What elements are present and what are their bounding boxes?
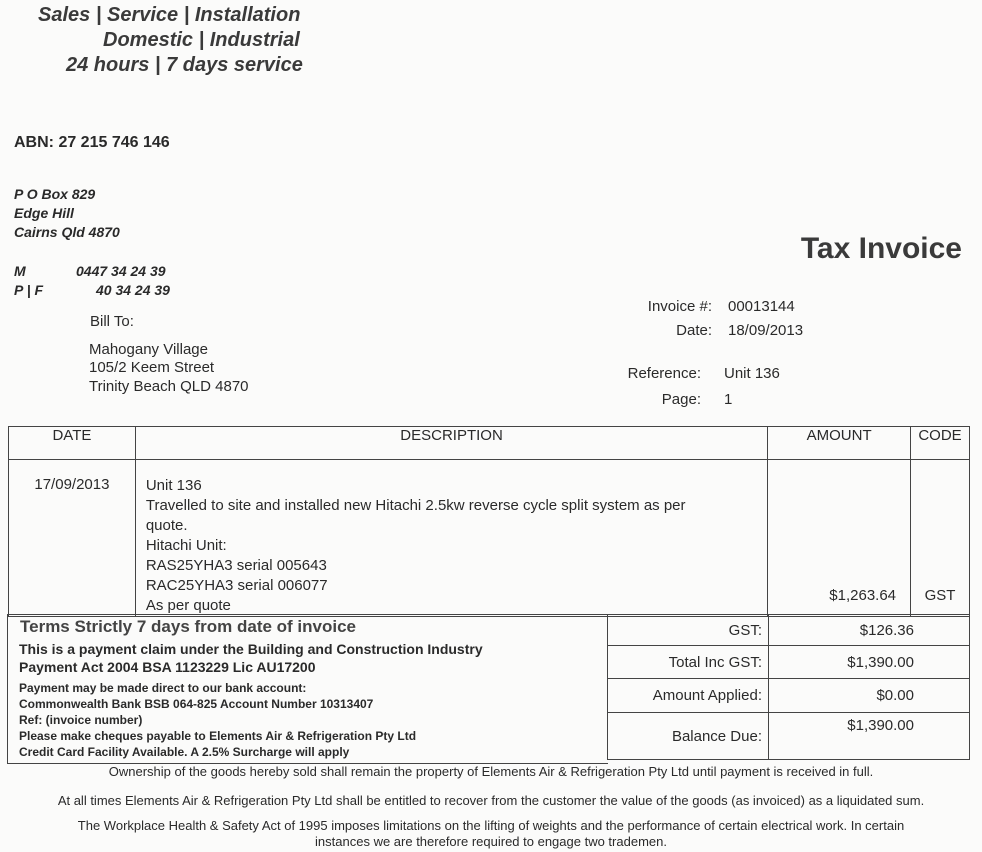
document-title: Tax Invoice bbox=[800, 232, 962, 265]
payment-claim-line-1: This is a payment claim under the Building and Construction Industry bbox=[19, 641, 483, 657]
description-line: Hitachi Unit: bbox=[145, 537, 227, 554]
totals-table bbox=[607, 614, 970, 760]
invoice-number-label: Invoice #: bbox=[647, 298, 712, 315]
bank-info-line: Ref: (invoice number) bbox=[19, 713, 143, 727]
totals-row-total-inc-gst bbox=[608, 646, 970, 679]
amount-applied-label: Amount Applied: bbox=[608, 679, 769, 713]
reference-label: Reference: bbox=[627, 365, 701, 382]
header-date: DATE bbox=[9, 427, 136, 460]
totals-row-balance-due bbox=[608, 713, 970, 760]
reference-value: Unit 136 bbox=[724, 365, 780, 382]
footer-whs-note-line-2: instances we are therefore required to engage two trademen. bbox=[315, 834, 667, 849]
invoice-date: 18/09/2013 bbox=[728, 322, 804, 339]
payment-claim-line-2: Payment Act 2004 BSA 1123229 Lic AU17200 bbox=[19, 659, 316, 675]
address-line-3: Cairns Qld 4870 bbox=[14, 224, 120, 240]
header-code: CODE bbox=[911, 427, 970, 460]
bank-info-line: Commonwealth Bank BSB 064-825 Account Number 10313407 bbox=[19, 697, 374, 711]
address-line-1: P O Box 829 bbox=[14, 186, 96, 202]
footer-recovery-note: At all times Elements Air & Refrigeration Pty Ltd shall be entitled to recover from the customer the value of the goods (as invoiced) as a liquidated sum. bbox=[57, 793, 925, 808]
bank-info-line: Please make cheques payable to Elements Air & Refrigeration Pty Ltd bbox=[19, 729, 417, 743]
abn: ABN: 27 215 746 146 bbox=[14, 134, 170, 151]
table-row bbox=[9, 460, 970, 617]
mobile-number: 0447 34 24 39 bbox=[76, 263, 166, 279]
header-amount: AMOUNT bbox=[768, 427, 911, 460]
totals-row-amount-applied bbox=[608, 679, 970, 713]
mobile-label: M bbox=[14, 263, 26, 279]
page-number: 1 bbox=[724, 391, 733, 408]
footer-ownership-note: Ownership of the goods hereby sold shall remain the property of Elements Air & Refrigeration Pty Ltd until payment is received in full. bbox=[108, 764, 874, 779]
bill-to-line-1: Mahogany Village bbox=[89, 341, 208, 358]
tagline-line-3: 24 hours | 7 days service bbox=[66, 54, 303, 76]
total-inc-gst-value: $1,390.00 bbox=[769, 646, 970, 679]
bank-info-line: Payment may be made direct to our bank account: bbox=[19, 681, 307, 695]
row-date: 17/09/2013 bbox=[9, 460, 136, 617]
tagline-line-1: Sales | Service | Installation bbox=[38, 4, 301, 26]
footer-whs-note-line-1: The Workplace Health & Safety Act of 1995 imposes limitations on the lifting of weights and the performance of certain electrical work. In certain bbox=[77, 818, 905, 833]
balance-due-label: Balance Due: bbox=[608, 713, 769, 760]
terms-box bbox=[7, 614, 608, 764]
description-line: RAS25YHA3 serial 005643 bbox=[145, 557, 327, 574]
description-line: quote. bbox=[145, 517, 188, 534]
balance-due-value: $1,390.00 bbox=[769, 713, 970, 760]
invoice-number: 00013144 bbox=[728, 298, 795, 315]
gst-label: GST: bbox=[608, 615, 769, 646]
totals-row-gst bbox=[608, 615, 970, 646]
bill-to-line-2: 105/2 Keem Street bbox=[89, 359, 215, 376]
header-description: DESCRIPTION bbox=[135, 427, 767, 460]
invoice-date-label: Date: bbox=[676, 322, 712, 339]
description-line: RAC25YHA3 serial 006077 bbox=[145, 577, 328, 594]
bill-to-label: Bill To: bbox=[90, 313, 134, 330]
tagline-line-2: Domestic | Industrial bbox=[103, 29, 300, 51]
phone-fax-number: 40 34 24 39 bbox=[96, 282, 170, 298]
description-line: As per quote bbox=[145, 597, 231, 614]
phone-fax-label: P | F bbox=[14, 282, 44, 298]
terms-heading: Terms Strictly 7 days from date of invoice bbox=[20, 617, 357, 636]
total-inc-gst-label: Total Inc GST: bbox=[608, 646, 769, 679]
row-code: GST bbox=[911, 460, 970, 617]
gst-value: $126.36 bbox=[769, 615, 970, 646]
row-amount: $1,263.64 bbox=[768, 460, 911, 617]
bill-to-line-3: Trinity Beach QLD 4870 bbox=[89, 378, 249, 395]
bank-info-line: Credit Card Facility Available. A 2.5% Surcharge will apply bbox=[19, 745, 350, 759]
page-label: Page: bbox=[661, 391, 701, 408]
amount-applied-value: $0.00 bbox=[769, 679, 970, 713]
table-header-row bbox=[9, 427, 970, 460]
address-line-2: Edge Hill bbox=[14, 205, 74, 221]
description-line: Travelled to site and installed new Hitachi 2.5kw reverse cycle split system as per bbox=[145, 497, 686, 514]
line-items-table bbox=[8, 426, 970, 617]
row-description bbox=[135, 460, 767, 617]
description-line: Unit 136 bbox=[145, 477, 202, 494]
